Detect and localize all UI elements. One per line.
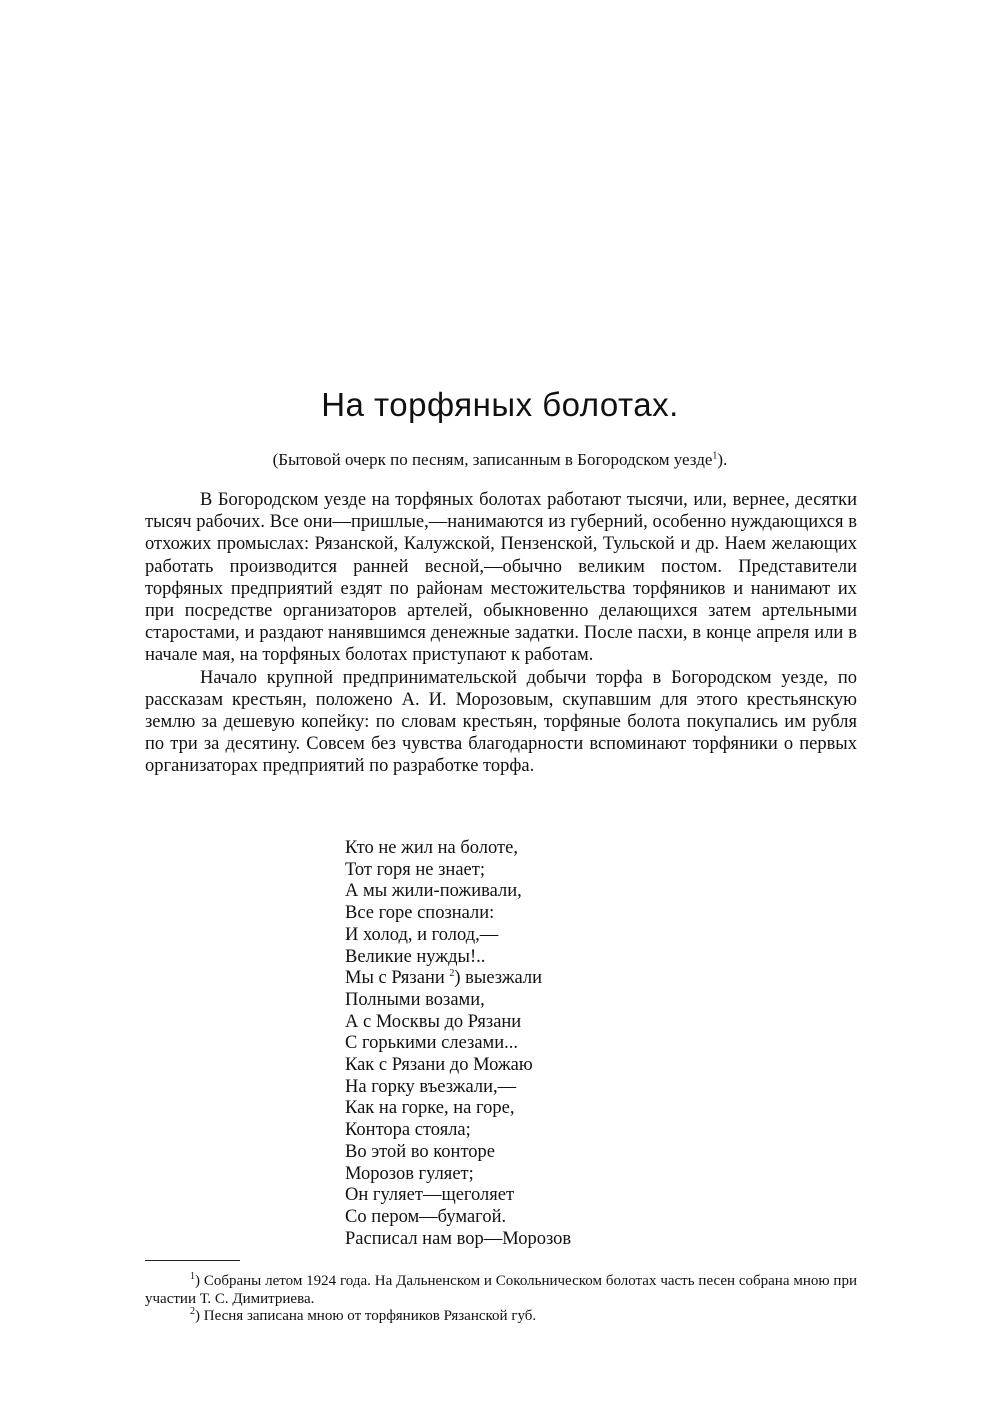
verse-line-with-footnote [345, 968, 571, 990]
subtitle-closing: ). [717, 450, 728, 469]
verse-line: Великие нужды!.. [345, 946, 486, 967]
song-verse [345, 838, 571, 1250]
footnotes [145, 1273, 857, 1326]
verse-line: Расписал нам вор—Морозов [345, 1228, 572, 1249]
footnote-1 [145, 1273, 857, 1308]
verse-line-text: Мы с Рязани [345, 968, 445, 989]
footnote-1-text: ) Собраны летом 1924 года. На Дальненском и Сокольническом болотах часть песен собрана мною при участии Т. С. Димитриева. [145, 1273, 857, 1307]
verse-line: Все горе спознали: [345, 903, 495, 924]
verse-line: Как с Рязани до Можаю [345, 1055, 533, 1076]
paragraph-1: В Богородском уезде на торфяных болотах работают тысячи, или, вернее, десятки тысяч рабочих. Все они—пришлые,—нанимаются из губерний, особенно нуждающихся в отхожих промыслах: Рязанской, Калужской, Пензенской, Тульской и др. Наем желающих работать производится ранней весной,—обычно великим постом. Представители торфяных предприятий ездят по районам местожительства торфяников и нанимают их при посредстве организаторов артелей, обыкновенно делающихся затем артельными старостами, и раздают нанявшимся денежные задатки. После пасхи, в конце апреля или в начале мая, на торфяных болотах приступают к работам. [145, 490, 857, 666]
subtitle-text: (Бытовой очерк по песням, записанным в Богородском уезде [272, 450, 713, 469]
verse-line: Со пером—бумагой. [345, 1206, 507, 1227]
verse-line: А мы жили-поживали, [345, 881, 522, 902]
verse-line: И холод, и голод,— [345, 924, 499, 945]
verse-line: Он гуляет—щеголяет [345, 1185, 515, 1206]
body-text [145, 489, 857, 778]
footnote-2-text: ) Песня записана мною от торфяников Рязанской губ. [195, 1308, 537, 1324]
footnote-2 [145, 1308, 857, 1326]
page-title: На торфяных болотах. [321, 386, 679, 423]
footnote-1-mark: 1 [190, 1271, 195, 1282]
paragraph-2: Начало крупной предпринимательской добычи торфа в Богородском уезде, по рассказам крестьян, положено А. И. Морозовым, скупавшим для этого крестьянскую землю за дешевую копейку: по словам крестьян, торфяные болота покупались им рубля по три за десятину. Совсем без чувства благодарности вспоминают торфяники о первых организаторах предприятий по разработке торфа. [145, 667, 857, 777]
footnote-divider [145, 1260, 240, 1261]
footnote-mark-1: 1 [712, 450, 718, 462]
verse-line: А с Москвы до Рязани [345, 1011, 522, 1032]
footnote-2-mark: 2 [190, 1306, 195, 1317]
verse-line: С горькими слезами... [345, 1033, 519, 1054]
verse-line-rest: ) выезжали [454, 968, 543, 989]
verse-line: Как на горке, на горе, [345, 1098, 515, 1119]
verse-line: Полными возами, [345, 989, 485, 1010]
verse-line: На горку въезжали,— [345, 1076, 517, 1097]
verse-line: Контора стояла; [345, 1120, 471, 1141]
verse-line: Морозов гуляет; [345, 1163, 474, 1184]
verse-line: Во этой во конторе [345, 1141, 496, 1162]
verse-line: Кто не жил на болоте, [345, 838, 518, 858]
subtitle [0, 450, 1000, 470]
footnote-mark-2: 2 [449, 968, 455, 980]
verse-line: Тот горя не знает; [345, 859, 485, 880]
